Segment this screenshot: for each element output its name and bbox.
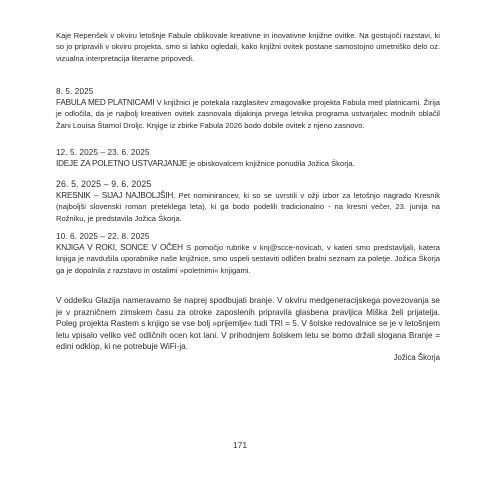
intro-section — [56, 30, 440, 64]
event-description — [56, 242, 440, 276]
event-title: KNJIGA V ROKI, SONCE V OČEH — [56, 243, 183, 252]
event-ideje — [56, 147, 440, 169]
event-text: Pet nominirancev, ki so se uvrstili v ožji izbor za letošnjo nagrado Kresnik (najboljši slovenski roman preteklega leta), ki ga bodo podelili tradicionalno - na kresni večer, 23. junija na Rožniku, je predstavila Jožica Škorja. — [56, 191, 440, 223]
event-text: V knjižnici je potekala razglasitev zmagovalke projekta Fabula med platnicami. Žirija je odločila, da je najbolj kreativen ovitek zasnovala dijakinja prvega letnika programa ustvarjalec modnih oblačil Žani Louisa Štamol Droljc. Knjige iz zbirke Fabula 2026 bodo dobile ovitek z njeno zasnovo. — [56, 98, 440, 130]
event-text: je obiskovalcem knjižnice ponudila Jožica Škorja. — [187, 159, 355, 168]
event-date: 10. 6. 2025 – 22. 8. 2025 — [56, 232, 150, 241]
event-description — [56, 158, 440, 169]
author-signature: Jožica Škorja — [393, 352, 440, 362]
page-number: 171 — [232, 440, 248, 450]
event-title: KRESNIK – SIJAJ NAJBOLJŠIH. — [56, 191, 176, 200]
event-date: 8. 5. 2025 — [56, 87, 94, 96]
event-kresnik — [56, 179, 440, 224]
event-title: IDEJE ZA POLETNO USTVARJANJE — [56, 159, 188, 168]
event-description — [56, 190, 440, 224]
closing-section — [56, 295, 440, 362]
event-date: 26. 5. 2025 – 9. 6. 2025 — [56, 179, 152, 189]
event-title: FABULA MED PLATNICAMI — [56, 98, 155, 107]
event-description — [56, 97, 440, 131]
event-knjiga — [56, 231, 440, 276]
event-date: 12. 5. 2025 – 23. 6. 2025 — [56, 148, 150, 157]
event-fabula — [56, 86, 440, 131]
event-text: S pomočjo rubrike v knj@scce-novicah, v kateri smo predstavljali, katera knjiga je navdušila uporabnike naše knjižnice, smo uspeli sestaviti odličen bralni seznam za poletje. Jožica Škorja ga je dopolnila z razstavo in ostalimi »poletnimi« knjigami. — [56, 243, 441, 275]
closing-paragraph: V oddelku Glazija nameravamo še naprej spodbujati branje. V okviru medgeneracijskega povezovanja se je v prazničnem zimskem času za otroke zaposlenih pripravila glasbena pravljica Miška želi prijatelja. Poleg projekta Rastem s knjigo se vse bolj »prijemlje« tudi TRI = 5. V šolske redovalnice se je v letošnjem letu vpisalo veliko več odličnih ocen kot lani. V prihodnjem šolskem letu se bomo držali slogana Branje = edini odklop, ki ne potrebuje WiFi-ja. — [56, 296, 440, 352]
intro-paragraph: Kaje Repenšek v okviru letošnje Fabule oblikovale kreativne in inovativne knjižne ovitke. Na gostujoči razstavi, ki so jo pripravili v okviru projekta, smo si lahko ogledali, kako knjižni ovitek postane samostojno umetniško delo oz. vizualna interpretacija literarne pripovedi. — [56, 31, 440, 63]
